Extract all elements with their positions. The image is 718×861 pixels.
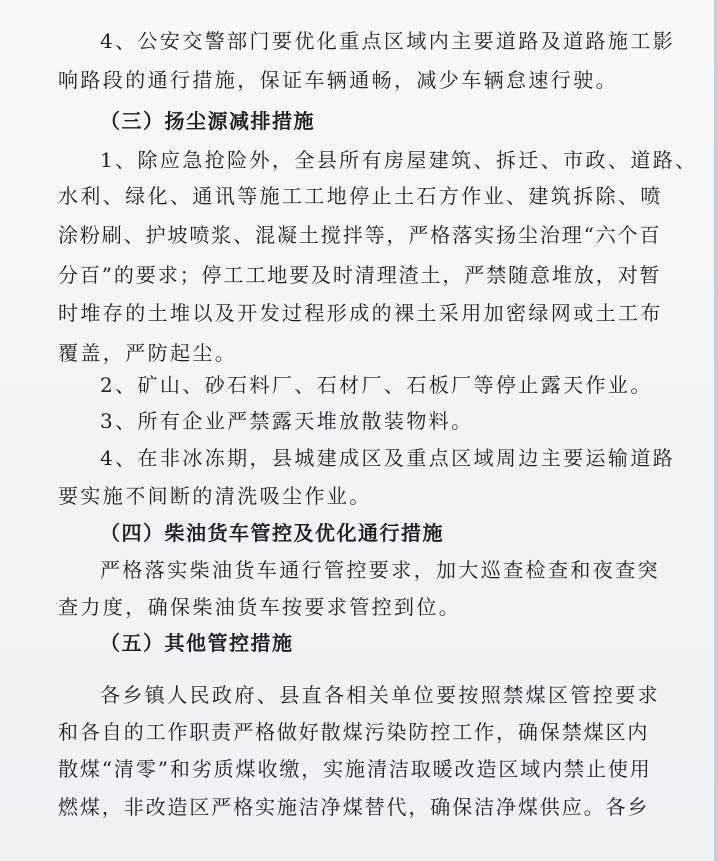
section-heading-4: （四）柴油货车管控及优化通行措施 (100, 521, 444, 545)
paragraph-line: 严格落实柴油货车通行管控要求，加大巡查检查和夜查突 (100, 558, 660, 582)
page-edge (714, 0, 718, 861)
paragraph-line: 和各自的工作职责严格做好散煤污染防控工作，确保禁煤区内 (58, 720, 650, 744)
paragraph-line: 3、所有企业严禁露天堆放散装物料。 (100, 409, 474, 433)
section-heading-5: （五）其他管控措施 (100, 631, 294, 655)
paragraph-line: 涂粉刷、护坡喷浆、混凝土搅拌等，严格落实扬尘治理“六个百 (58, 223, 662, 247)
paragraph-line: 响路段的通行措施，保证车辆通畅，减少车辆怠速行驶。 (58, 68, 618, 92)
paragraph-line: 查力度，确保柴油货车按要求管控到位。 (58, 595, 462, 619)
paragraph-line: 各乡镇人民政府、县直各相关单位要按照禁煤区管控要求 (100, 683, 660, 707)
paragraph-line: 燃煤，非改造区严格实施洁净煤替代，确保洁净煤供应。各乡 (58, 795, 650, 819)
paragraph-line: 水利、绿化、通讯等施工工地停止土石方作业、建筑拆除、喷 (58, 184, 663, 208)
paragraph-line: 要实施不间断的清洗吸尘作业。 (58, 484, 372, 508)
paragraph-line: 时堆存的土堆以及开发过程形成的裸土采用加密绿网或土工布 (58, 301, 663, 325)
paragraph-line: 4、公安交警部门要优化重点区域内主要道路及道路施工影 (100, 29, 676, 53)
paragraph-line: 2、矿山、砂石料厂、石材厂、石板厂等停止露天作业。 (100, 373, 653, 397)
paragraph-line: 1、除应急抢险外，全县所有房屋建筑、拆迁、市政、道路、 (100, 148, 698, 172)
paragraph-line: 覆盖，严防起尘。 (58, 341, 238, 365)
section-heading-3: （三）扬尘源减排措施 (100, 109, 315, 133)
paragraph-line: 散煤“清零”和劣质煤收缴，实施清洁取暖改造区域内禁止使用 (58, 757, 652, 781)
paragraph-line: 4、在非冰冻期，县城建成区及重点区域周边主要运输道路 (100, 446, 676, 470)
paragraph-line: 分百”的要求；停工工地要及时清理渣土，严禁随意堆放，对暂 (58, 263, 662, 287)
